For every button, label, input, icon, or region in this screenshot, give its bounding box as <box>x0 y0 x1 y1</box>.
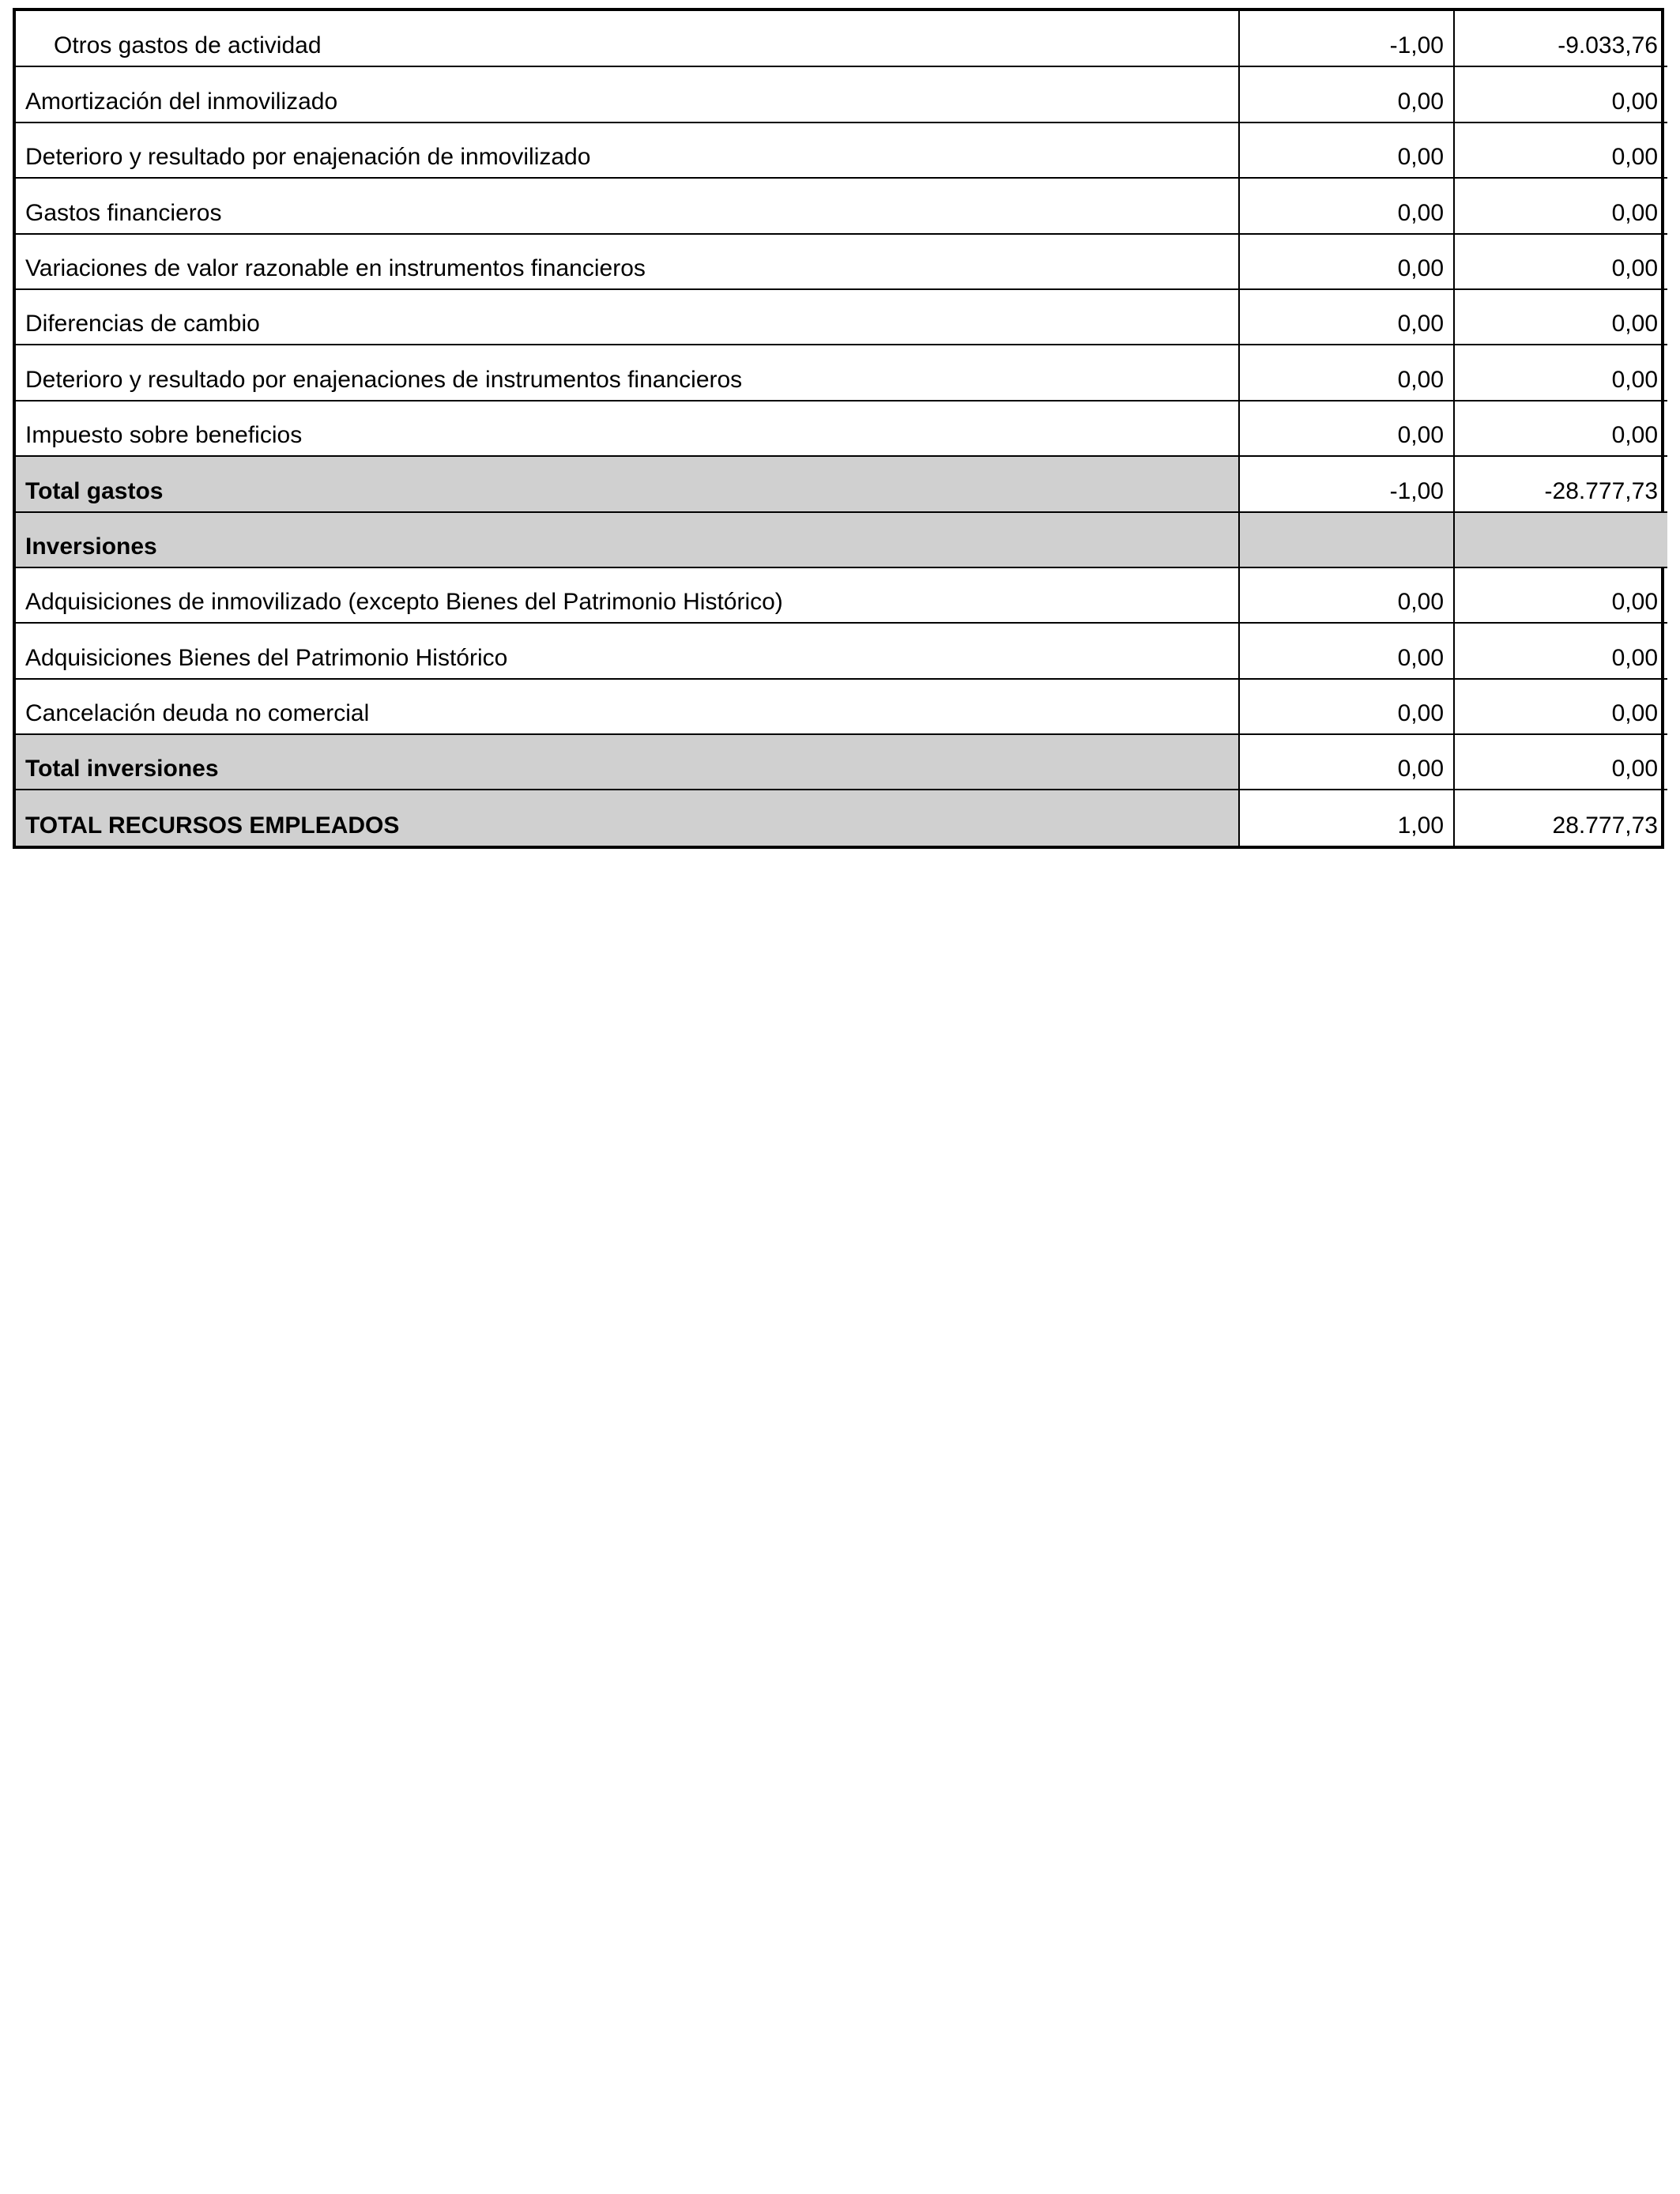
table-row-variaciones-valor-razonable <box>16 234 1667 289</box>
row-value-col1: 0,00 <box>1239 123 1454 178</box>
resources-employed-table <box>16 11 1667 846</box>
row-label: Deterioro y resultado por enajenación de inmovilizado <box>16 123 1239 178</box>
row-value-col1: 0,00 <box>1239 567 1454 623</box>
section-heading: Inversiones <box>16 512 1239 567</box>
row-label: TOTAL RECURSOS EMPLEADOS <box>16 790 1239 845</box>
row-value-col1: -1,00 <box>1239 456 1454 511</box>
row-value-col2: 0,00 <box>1454 401 1667 456</box>
row-value-col2: -28.777,73 <box>1454 456 1667 511</box>
row-value-col1: 0,00 <box>1239 345 1454 400</box>
table-row-total-recursos-empleados <box>16 790 1667 845</box>
row-value-col1: -1,00 <box>1239 11 1454 66</box>
row-value-col1: 0,00 <box>1239 66 1454 122</box>
section-empty-cell <box>1454 512 1667 567</box>
row-label: Total gastos <box>16 456 1239 511</box>
row-value-col2: 0,00 <box>1454 623 1667 678</box>
row-value-col1: 0,00 <box>1239 623 1454 678</box>
row-value-col2: 28.777,73 <box>1454 790 1667 845</box>
row-value-col2: 0,00 <box>1454 234 1667 289</box>
row-value-col1: 0,00 <box>1239 289 1454 345</box>
table-section-inversiones <box>16 512 1667 567</box>
section-empty-cell <box>1239 512 1454 567</box>
row-value-col2: -9.033,76 <box>1558 32 1658 59</box>
row-label: Deterioro y resultado por enajenaciones de instrumentos financieros <box>16 345 1239 400</box>
table-row-total-gastos <box>16 456 1667 511</box>
table-row-gastos-financieros <box>16 178 1667 233</box>
row-value-col1: 0,00 <box>1239 234 1454 289</box>
row-value-col2: 0,00 <box>1454 178 1667 233</box>
table-row-impuesto-beneficios <box>16 401 1667 456</box>
row-label: Impuesto sobre beneficios <box>16 401 1239 456</box>
table-row-adquisiciones-inmovilizado <box>16 567 1667 623</box>
table-row-adquisiciones-patrimonio <box>16 623 1667 678</box>
resources-table-container <box>13 8 1664 849</box>
row-label: Adquisiciones Bienes del Patrimonio Histórico <box>16 623 1239 678</box>
row-label: Gastos financieros <box>16 178 1239 233</box>
table-row-cancelacion-deuda <box>16 679 1667 734</box>
row-value-col1: 0,00 <box>1239 178 1454 233</box>
table-row-deterioro-inmovilizado <box>16 123 1667 178</box>
row-label: Diferencias de cambio <box>16 289 1239 345</box>
row-value-col1: 0,00 <box>1239 679 1454 734</box>
row-value-col2: 0,00 <box>1454 734 1667 790</box>
table-row-amortizacion <box>16 66 1667 122</box>
row-label: Variaciones de valor razonable en instrumentos financieros <box>16 234 1239 289</box>
row-value-col1: 0,00 <box>1239 401 1454 456</box>
row-label: Amortización del inmovilizado <box>16 66 1239 122</box>
row-value-col2: 0,00 <box>1454 123 1667 178</box>
row-value-col1: 0,00 <box>1239 734 1454 790</box>
row-value-col1: 1,00 <box>1239 790 1454 845</box>
table-row-diferencias-cambio <box>16 289 1667 345</box>
table-row-total-inversiones <box>16 734 1667 790</box>
table-row-otros-gastos-actividad <box>16 11 1667 66</box>
row-value-col2: 0,00 <box>1454 345 1667 400</box>
row-value-col2: 0,00 <box>1454 289 1667 345</box>
row-value-col2: 0,00 <box>1454 679 1667 734</box>
row-label: Total inversiones <box>16 734 1239 790</box>
row-value-col2: 0,00 <box>1454 567 1667 623</box>
table-row-deterioro-instrumentos <box>16 345 1667 400</box>
row-label: Cancelación deuda no comercial <box>16 679 1239 734</box>
row-value-col2: 0,00 <box>1454 66 1667 122</box>
row-label: Otros gastos de actividad <box>16 11 1239 66</box>
row-label: Adquisiciones de inmovilizado (excepto Bienes del Patrimonio Histórico) <box>16 567 1239 623</box>
